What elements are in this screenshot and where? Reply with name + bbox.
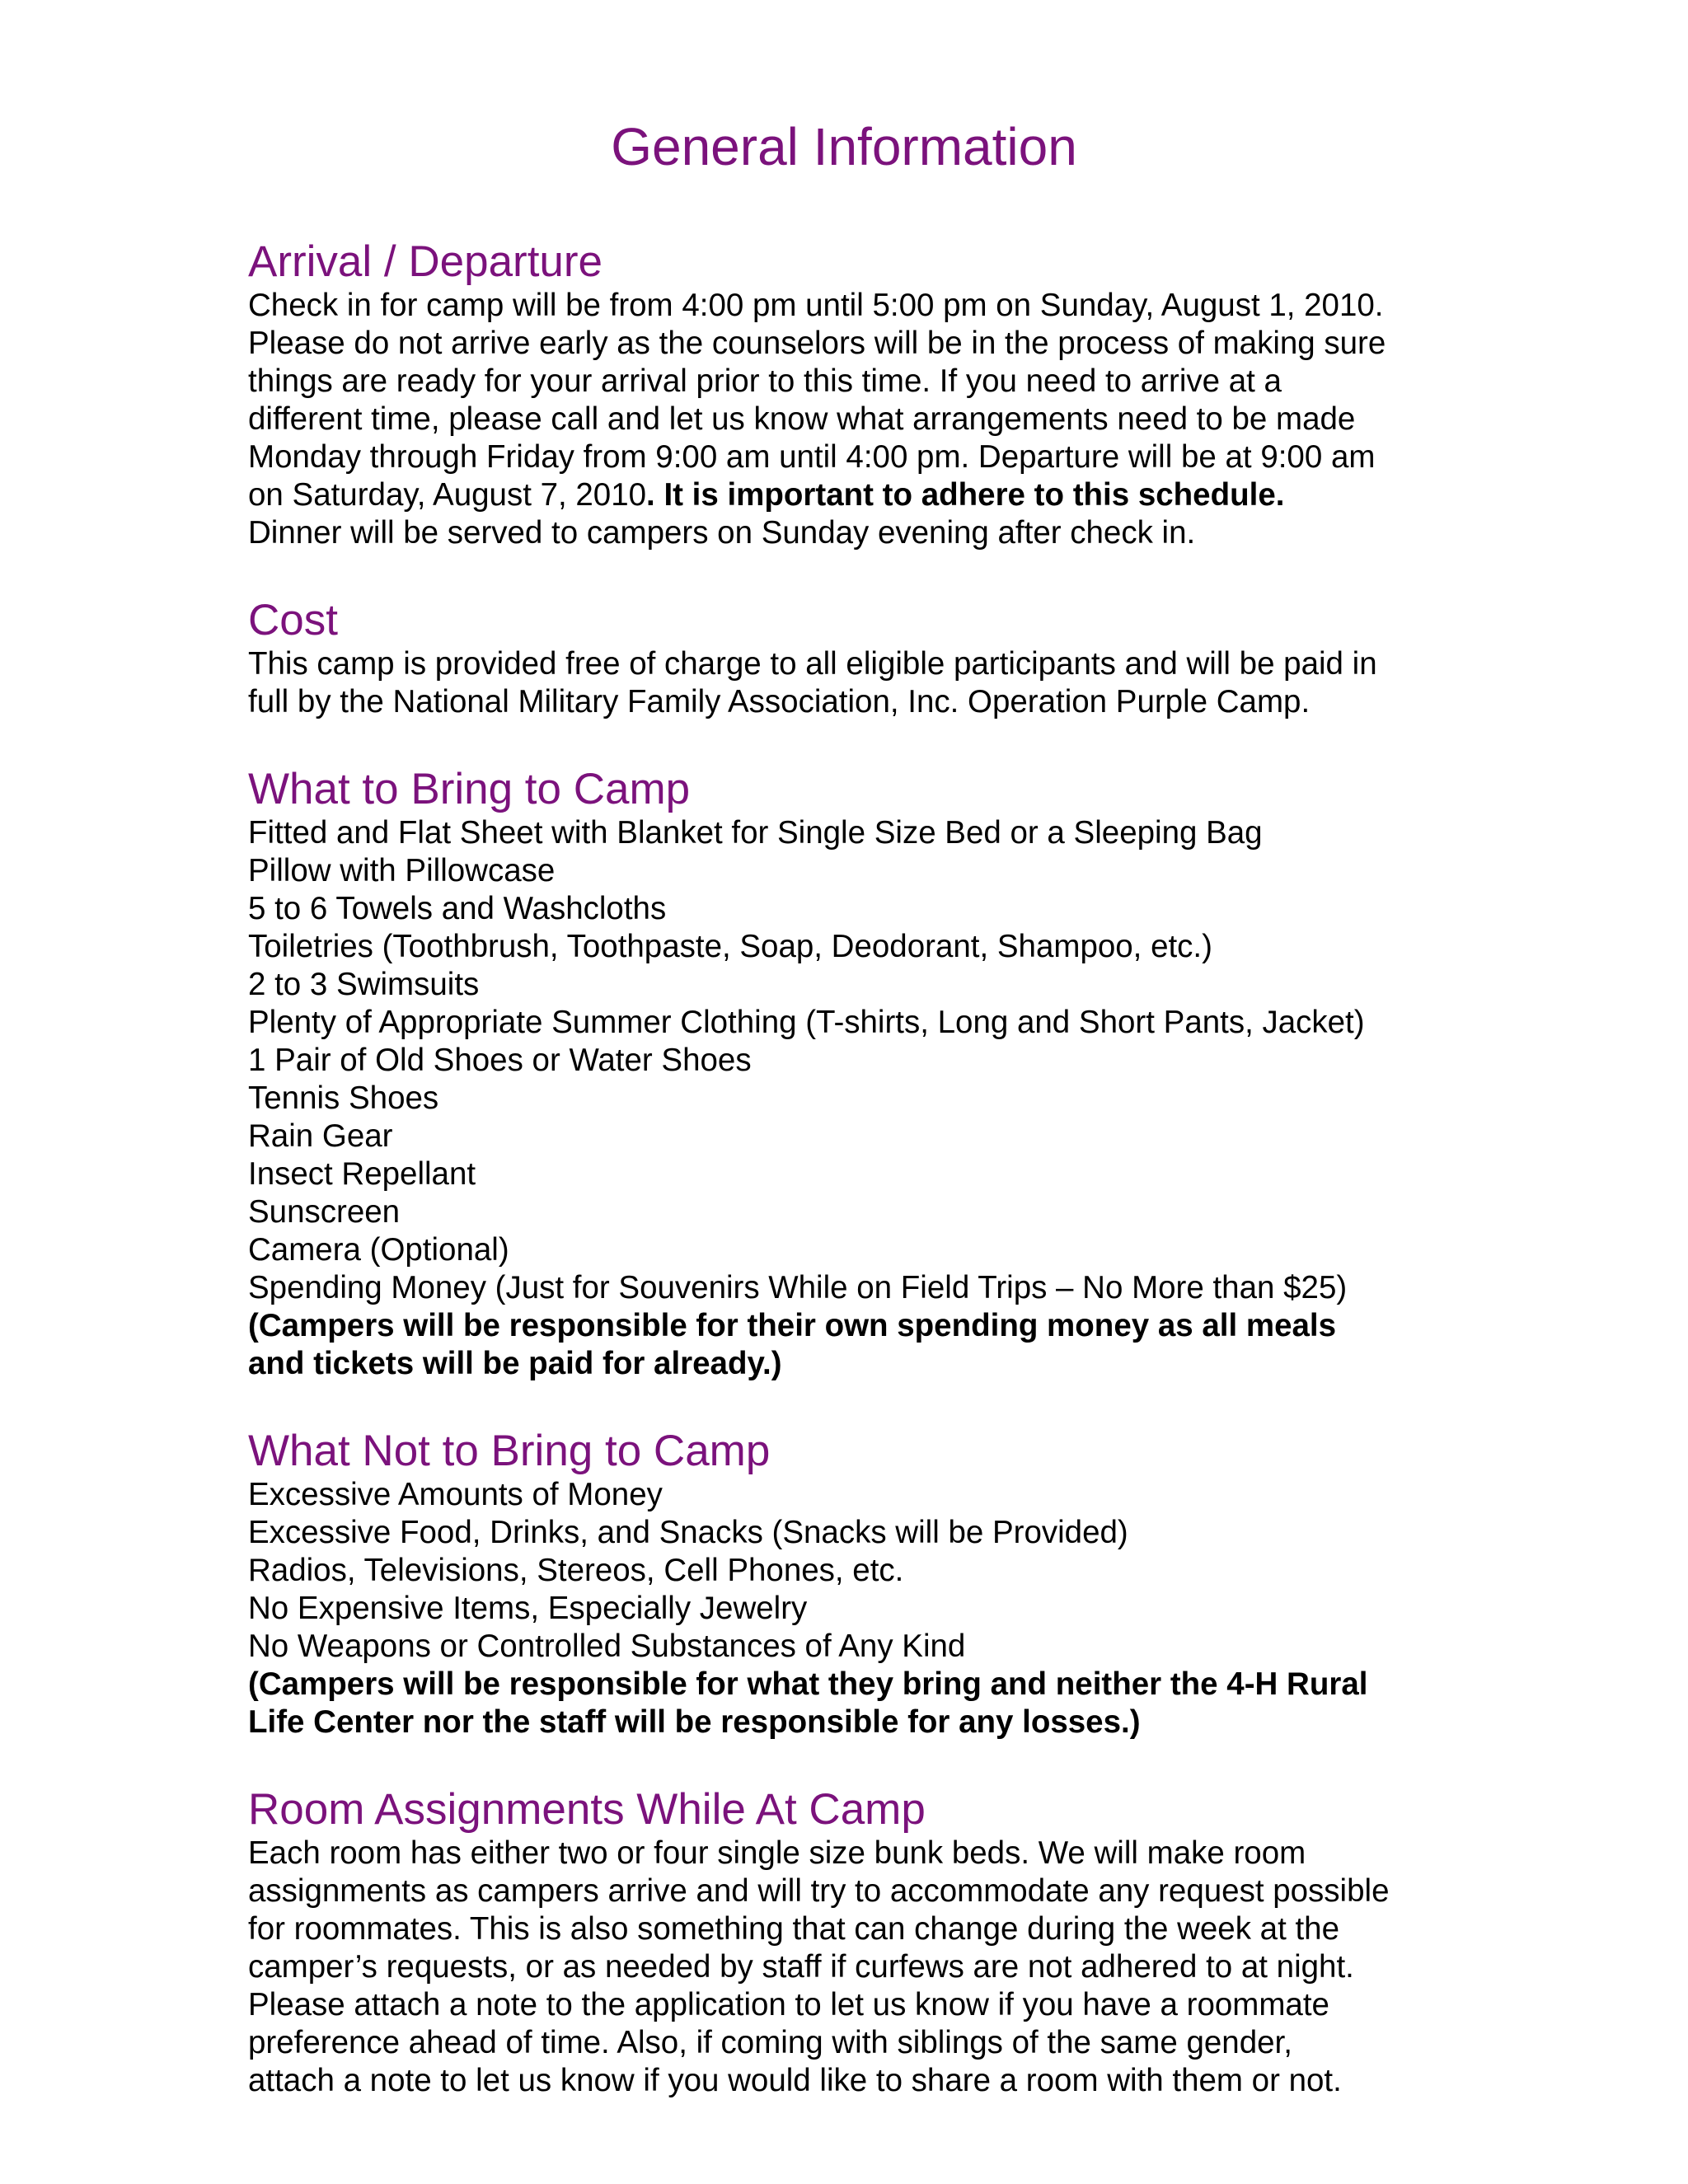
bring-note: and tickets will be paid for already.) xyxy=(248,1346,782,1381)
page-title: General Information xyxy=(611,117,1077,176)
bring-item: 1 Pair of Old Shoes or Water Shoes xyxy=(248,1043,752,1078)
section-heading-arrival: Arrival / Departure xyxy=(248,237,603,286)
section-room-assignments xyxy=(248,1785,1451,2100)
arrival-line: Monday through Friday from 9:00 am until 4:00 pm. Departure will be at 9:00 am xyxy=(248,439,1376,475)
bring-item: Sunscreen xyxy=(248,1194,401,1230)
bring-item: 5 to 6 Towels and Washcloths xyxy=(248,891,667,926)
section-heading-not-bring: What Not to Bring to Camp xyxy=(248,1427,771,1475)
bring-item: Insect Repellant xyxy=(248,1156,476,1192)
rooms-line: attach a note to let us know if you would like to share a room with them or not. xyxy=(248,2063,1342,2098)
rooms-line: Each room has either two or four single size bunk beds. We will make room xyxy=(248,1835,1306,1871)
section-cost xyxy=(248,596,1451,721)
rooms-line: Please attach a note to the application to let us know if you have a roommate xyxy=(248,1987,1329,2022)
not-bring-note: (Campers will be responsible for what they bring and neither the 4-H Rural xyxy=(248,1666,1368,1702)
not-bring-item: No Expensive Items, Especially Jewelry xyxy=(248,1591,808,1626)
rooms-line: camper’s requests, or as needed by staff if curfews are not adhered to at night. xyxy=(248,1949,1354,1985)
bring-item: Pillow with Pillowcase xyxy=(248,853,556,888)
rooms-line: assignments as campers arrive and will try to accommodate any request possible xyxy=(248,1873,1390,1909)
section-spacer xyxy=(248,552,1451,596)
not-bring-note: Life Center nor the staff will be responsible for any losses.) xyxy=(248,1704,1141,1740)
arrival-line: Please do not arrive early as the counselors will be in the process of making sure xyxy=(248,326,1386,361)
section-spacer xyxy=(248,1741,1451,1785)
not-bring-item: Excessive Amounts of Money xyxy=(248,1477,663,1512)
arrival-line: Check in for camp will be from 4:00 pm until 5:00 pm on Sunday, August 1, 2010. xyxy=(248,288,1384,323)
arrival-line: different time, please call and let us know what arrangements need to be made xyxy=(248,401,1356,437)
not-bring-list xyxy=(248,1476,1451,1666)
rooms-line: for roommates. This is also something that can change during the week at the xyxy=(248,1911,1339,1947)
section-heading-rooms: Room Assignments While At Camp xyxy=(248,1785,926,1834)
section-arrival-departure xyxy=(248,237,1451,552)
cost-line: This camp is provided free of charge to all eligible participants and will be paid in xyxy=(248,646,1377,682)
section-what-not-to-bring xyxy=(248,1427,1451,1741)
schedule-emphasis: . It is important to adhere to this schedule. xyxy=(646,477,1285,513)
arrival-date-text: on Saturday, August 7, 2010 xyxy=(248,477,647,513)
arrival-line: Dinner will be served to campers on Sunday evening after check in. xyxy=(248,515,1196,551)
bring-note: (Campers will be responsible for their own spending money as all meals xyxy=(248,1308,1337,1343)
bring-item: Rain Gear xyxy=(248,1118,393,1154)
bring-item: Camera (Optional) xyxy=(248,1232,509,1268)
document-body xyxy=(248,237,1451,2100)
rooms-line: preference ahead of time. Also, if coming with siblings of the same gender, xyxy=(248,2025,1292,2060)
bring-item: Plenty of Appropriate Summer Clothing (T-shirts, Long and Short Pants, Jacket) xyxy=(248,1005,1365,1040)
not-bring-item: Radios, Televisions, Stereos, Cell Phones, etc. xyxy=(248,1553,904,1588)
section-heading-bring: What to Bring to Camp xyxy=(248,765,691,813)
bring-item: Tennis Shoes xyxy=(248,1080,439,1116)
arrival-line xyxy=(248,476,1451,514)
section-heading-cost: Cost xyxy=(248,596,338,644)
section-what-to-bring xyxy=(248,765,1451,1383)
bring-item: Spending Money (Just for Souvenirs While on Field Trips – No More than $25) xyxy=(248,1270,1348,1305)
arrival-line: things are ready for your arrival prior to this time. If you need to arrive at a xyxy=(248,363,1282,399)
bring-item: 2 to 3 Swimsuits xyxy=(248,967,480,1002)
section-spacer xyxy=(248,1383,1451,1427)
not-bring-item: No Weapons or Controlled Substances of Any Kind xyxy=(248,1629,966,1664)
not-bring-item: Excessive Food, Drinks, and Snacks (Snacks will be Provided) xyxy=(248,1515,1128,1550)
cost-line: full by the National Military Family Association, Inc. Operation Purple Camp. xyxy=(248,684,1311,719)
bring-item: Fitted and Flat Sheet with Blanket for Single Size Bed or a Sleeping Bag xyxy=(248,815,1263,851)
bring-list xyxy=(248,814,1451,1307)
section-spacer xyxy=(248,721,1451,765)
bring-item: Toiletries (Toothbrush, Toothpaste, Soap, Deodorant, Shampoo, etc.) xyxy=(248,929,1212,964)
